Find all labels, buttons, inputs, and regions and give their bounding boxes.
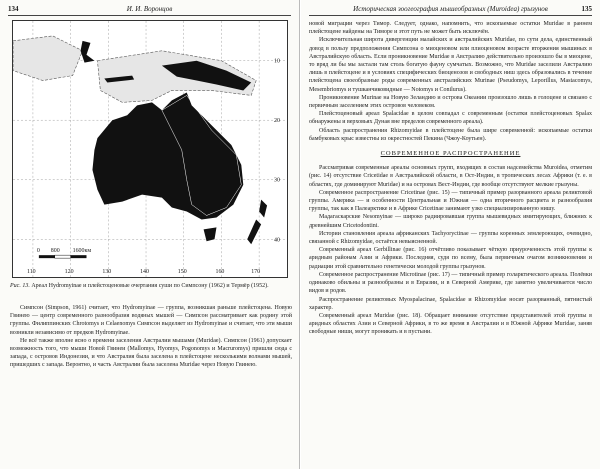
right-running-head (309, 5, 592, 16)
lat-label: 30 (274, 177, 280, 184)
section-title: СОВРЕМЕННОЕ РАСПРОСТРАНЕНИЕ (380, 150, 521, 158)
right-page-number: 135 (581, 5, 592, 13)
left-running-head (8, 5, 291, 16)
figure-caption-text: Ареал Hydromyinae и плейстоценовые очертания суши по Симпсону (1962) и Термёр (1952). (31, 283, 269, 289)
paragraph: Современное распространение Cricetinae (рис. 15) — типичный пример разорванного ареала реликтовой группы. Америка — и особенности Центральная и Южная — одна вторичного расцвета и разнообразия группы, так как в Палеарктике и в Африке Cricetinae занимают узко специализированную нишу. (309, 189, 592, 213)
right-page (301, 0, 600, 469)
paragraph: новой миграции через Тимор. Следует, однако, напомнить, что ископаемые остатки Muridae в раннем плейстоцене найдены на Тиморе и этот путь не может быть исключён. (309, 21, 592, 36)
left-body-text (10, 304, 292, 370)
lon-label: 150 (177, 269, 187, 276)
paragraph: Симпсон (Simpson, 1961) считает, что Hydromyinae — группа, возникшая раньше плейстоцена. Новую Гвинею — центр современного разнообразия водяных мышей — Симпсон рассматривает как родину этой группы. Филиппинских Chrotomys и Celaenomys Симпсон выделяет из Hydromyinae и считает, что эти мыши возникли независимо от предков Hydromyinae. (10, 305, 292, 336)
australia-map-svg (13, 21, 287, 277)
right-body-text (309, 20, 592, 337)
lat-label: 20 (274, 118, 280, 125)
lon-label: 130 (102, 269, 112, 276)
paragraph: Мадагаскарские Nesomyinae — широко радиировавшая группа мышевидных имитирующих, ближних к древнейшим Cricetodontini. (309, 214, 592, 229)
figure-caption-label: Рис. 13. (10, 283, 30, 289)
paragraph: Рассматривая современные ареалы основных групп, входящих в состав надсемейства Muroidea, отметим (рис. 14) отсутствие Cricetidae в Австралийской области, в Ост-Индии, в тропических лесах Африки (т. е. в областях, где доминируют Muridae) и на островах Вест-Индии, где вообще отсутствуют мелкие грызуны. (309, 165, 592, 188)
left-running-head-title: И. И. Воронцов (126, 5, 173, 13)
australia (92, 92, 243, 219)
lat-label: 40 (274, 237, 280, 244)
paragraph: Не всё также вполне ясно о времени заселения Австралии мышами (Muridae). Симпсон (1961) допускает возможность того, что мыши Новой Гвинеи (Mallomys, Hyomys, Pogonomys и Macruromys) пришли сюда с запада, с островов Индонезии, и что Австралия была заселена в плейстоцене несколькими волнами мышей, пришедших с запада. Вероятно, и часть Австралии была заселена Muridae через Новую Гвинею. (10, 337, 292, 369)
paragraph: Современный ареал Gerbillinae (рис. 16) отчётливо показывает чёткую приуроченность этой группы к аридным районам Азии и Африки. Последняя, судя по всему, была первичным очагом возникновения и радиации этой сравнительно генетически молодой группы грызунов. (309, 247, 592, 270)
right-running-head-title: Историческая зоогеография мышеобразных (Muroidea) грызунов (353, 5, 548, 13)
lat-label: 10 (274, 58, 280, 65)
paragraph: Современное распространение Microtinae (рис. 17) — типичный пример голарктического ареала. Полёвки одинаково обильны и разнообразны и в Евразии, и в Северной Америке, где заметно увеличивается число видов и родов. (309, 271, 592, 295)
paragraph: Исключительная широта дивергенции малайских и австралийских Muridae, по сути дела, единственный довод в пользу предположения Симпсона о миоценовом или плиоценовом возрасте вторжения мышиных в Австралийскую область. Если проникновение Muridae в Австралию действительно произошло бы в миоцене, то вряд ли бы мы застали там столь богатую фауну сумчатых. Возможно, что Muridae заселили Австралию лишь в плейстоцене и в условиях специфических биоценозов и свободных ниш здесь образовались в течение плейстоцена своеобразные роды современных австралийских Murinae (Pseudomys, Leporillus, Mastacomys, Mesembriomys и тушканчиковидные — Notomys и Conilurus). (309, 37, 592, 93)
lon-label: 170 (251, 269, 261, 276)
paragraph: Современный ареал Muridae (рис. 18). Обращает внимание отсутствие представителей этой группы в аридных областях Азии и Северной Африки, в то же время в Австралии и в Южной Африке Muridae, заняв свободные ниши, могут проникать и в пустыни. (309, 312, 592, 336)
lon-label: 160 (215, 269, 225, 276)
sulawesi (81, 41, 95, 63)
paragraph: Распространение реликтовых Myospalacinae, Spalacidae и Rhizomyidae носит разорванный, пятнистый характер. (309, 296, 592, 311)
lon-label: 110 (26, 269, 36, 276)
paragraph: Истории становления ареала африканских Tachyoryctinae — группы коренных землероющих, очевидно, связанной с Rhizomyidae, остаётся невыясненной. (309, 230, 592, 246)
paragraph: Проникновение Murinae на Новую Зеландию и острова Океании произошло лишь в голоцене и связано с первичным заселением этих островов человеком. (309, 94, 592, 110)
scale-label-800: 800 (50, 248, 60, 255)
scale-label-1600: 1600км (72, 248, 92, 255)
paragraph: Область распространения Rhizomyidae в плейстоцене была шире современной: ископаемые остатки бамбуковых крыс известны из окрестностей Пекина (Чжоу-Коутьен). (309, 127, 592, 142)
paragraph: Плейстоценовый ареал Spalacidae в целом совпадал с современным (остатки плейстоценовых Spalax обнаружены и верховьях Дуная вне пределов современного ареала). (309, 111, 592, 126)
left-page-number: 134 (8, 5, 19, 13)
australia-map-figure (12, 20, 288, 278)
lon-label: 140 (140, 269, 149, 276)
new-zealand (247, 200, 267, 245)
figure-caption (10, 283, 292, 290)
scale-label-0: 0 (36, 248, 40, 255)
scale-bar (39, 255, 87, 258)
lon-label: 120 (64, 269, 74, 276)
